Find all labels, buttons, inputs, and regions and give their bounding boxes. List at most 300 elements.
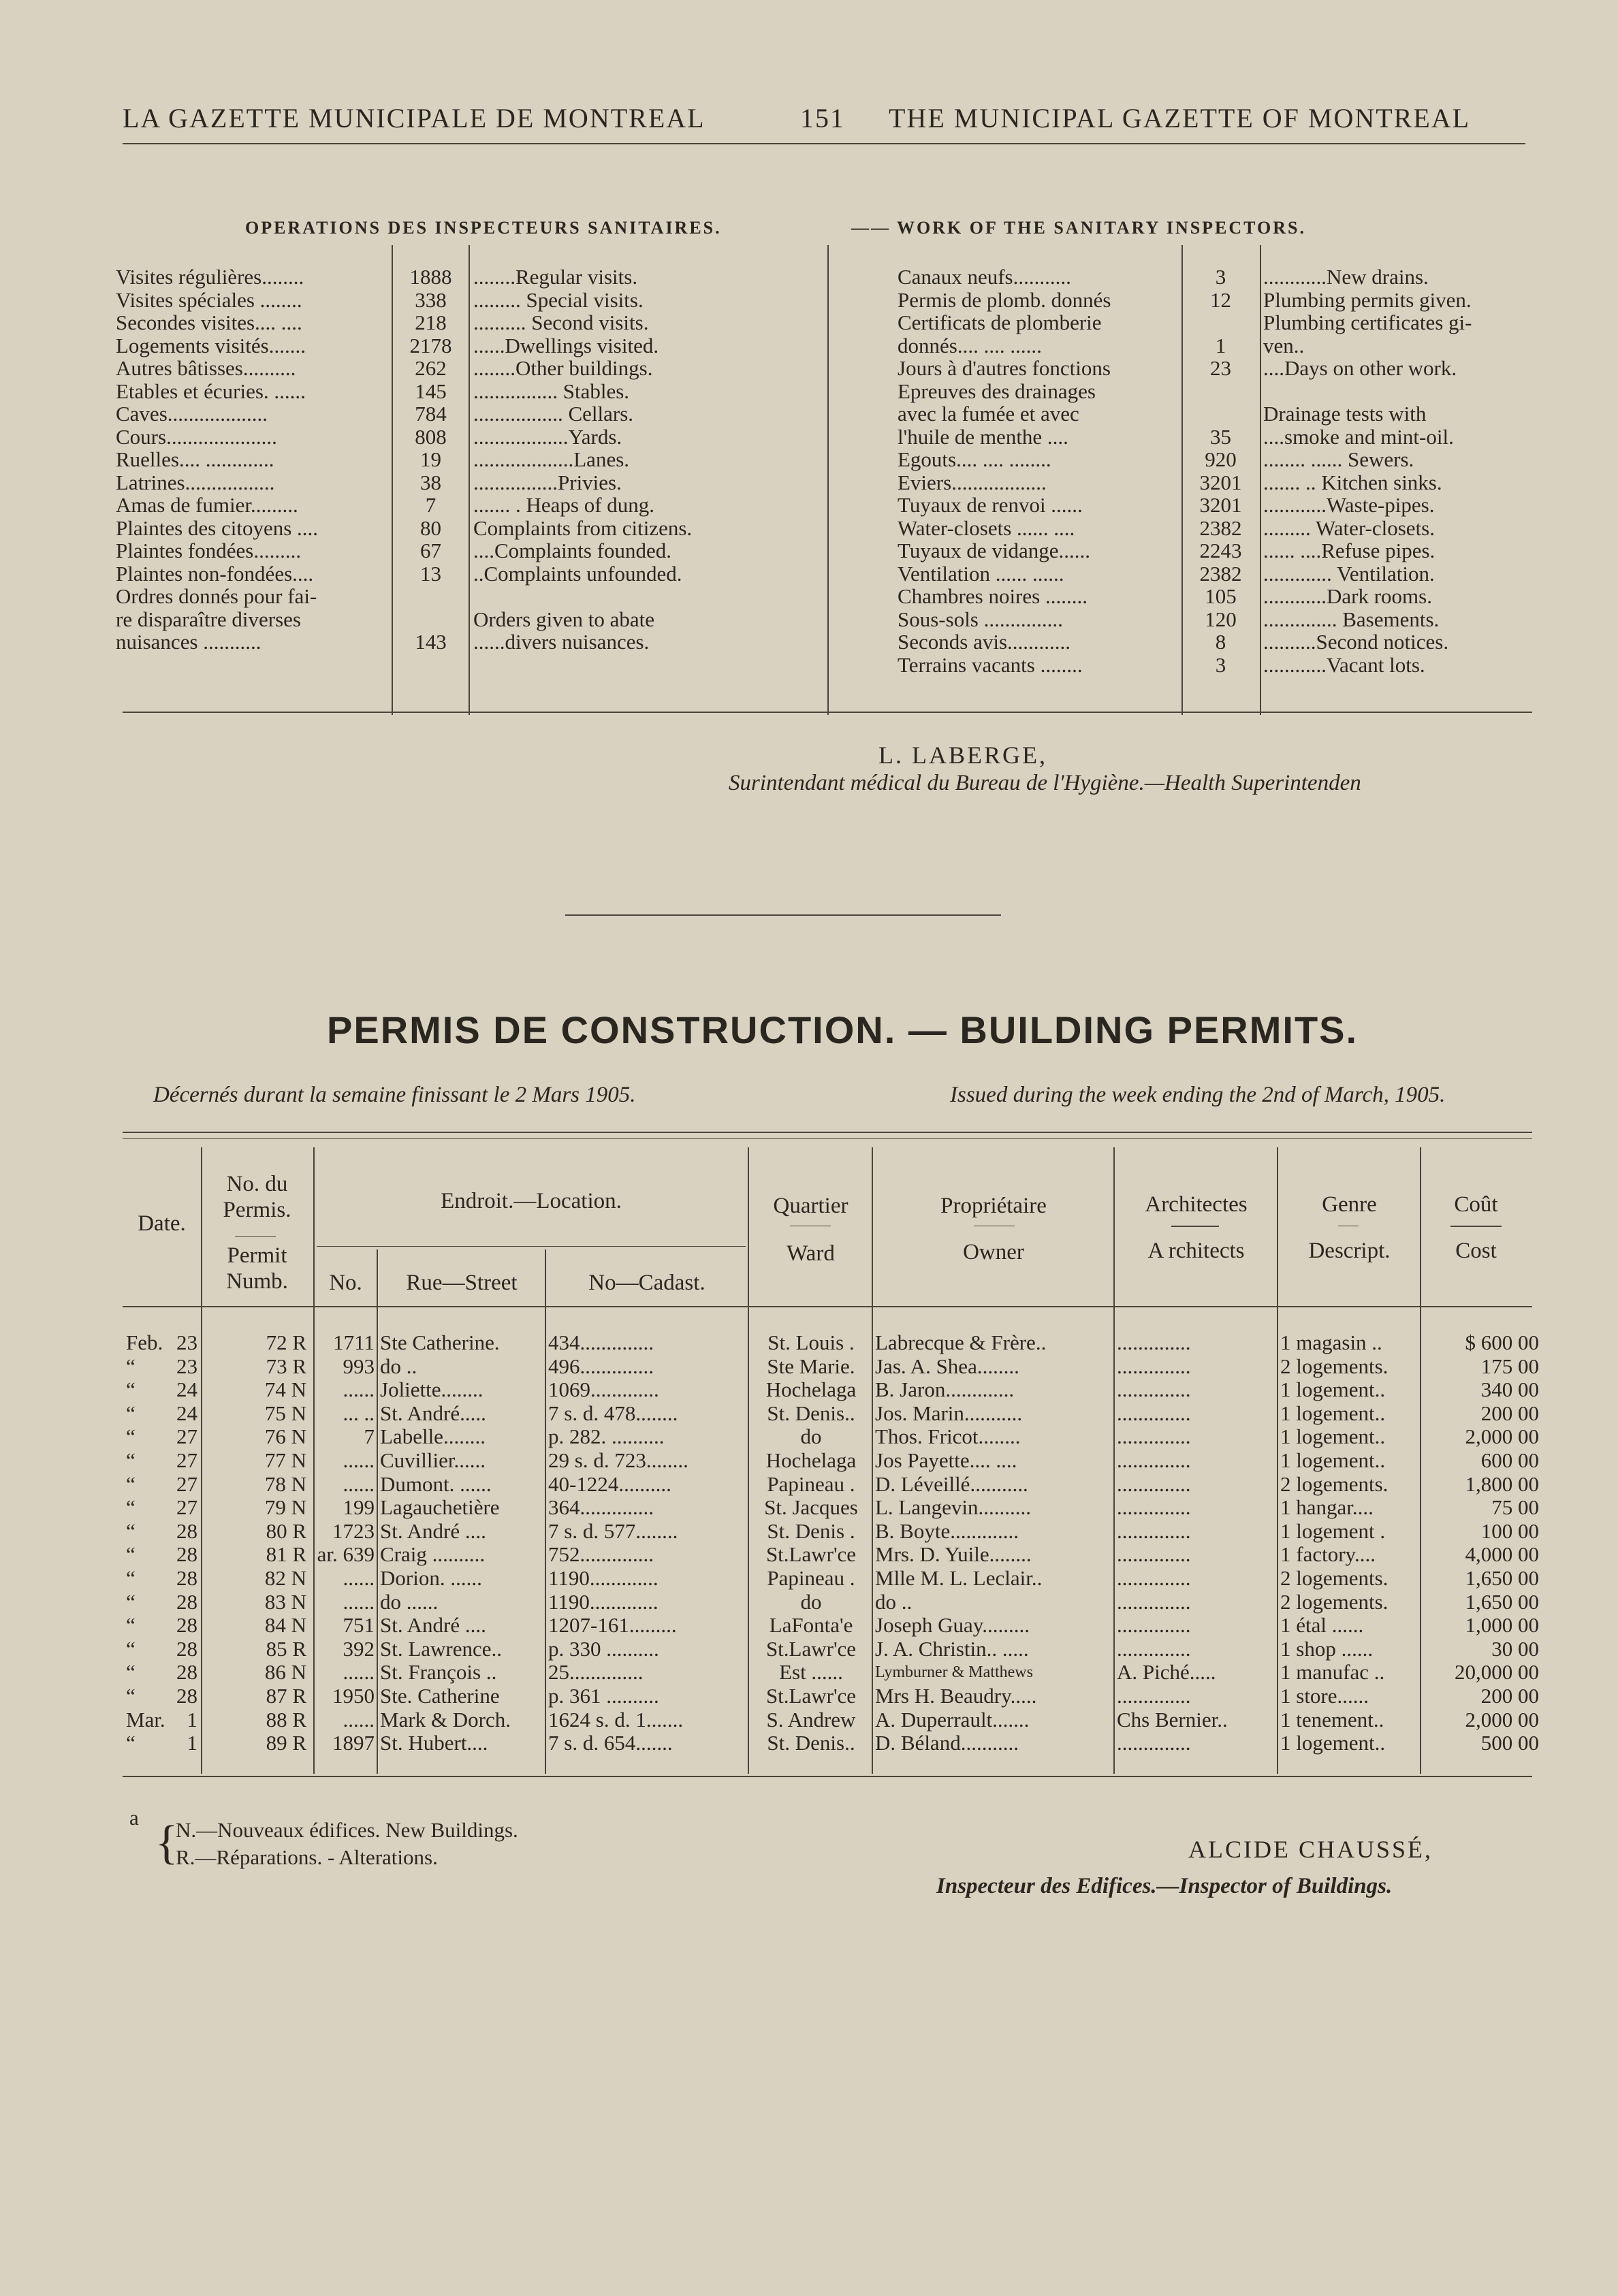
cost: 20,000 00 (1455, 1661, 1539, 1685)
cost: 200 00 (1480, 1401, 1539, 1425)
architect: .............. (1117, 1590, 1191, 1614)
date-month: “ (126, 1496, 136, 1520)
sanitary-right-english (1263, 380, 1536, 403)
owner: B. Jaron............. (875, 1378, 1015, 1402)
street-name: Dorion. ...... (380, 1567, 482, 1590)
table-row (0, 1425, 1618, 1449)
sanitary-right-number: 2382 (1199, 515, 1242, 540)
cadastre: 7 s. d. 654....... (548, 1732, 673, 1755)
signature-title-chausse: Inspecteur des Edifices.—Inspector of Buildings. (936, 1874, 1393, 1898)
sanitary-right-label: Terrains vacants ........ (898, 652, 1083, 677)
table-row (0, 1732, 1618, 1755)
cadastre: p. 282. .......... (548, 1425, 665, 1449)
cadastre: p. 330 .......... (548, 1637, 659, 1661)
architect: .............. (1117, 1354, 1191, 1378)
owner: Thos. Fricot........ (875, 1425, 1021, 1449)
cost: 200 00 (1480, 1685, 1539, 1708)
date-day: 24 (176, 1378, 197, 1402)
street-number: 1950 (332, 1685, 375, 1708)
header-cadast: No—Cadast. (588, 1271, 705, 1295)
header-permit-fr: No. du Permis. (223, 1172, 291, 1222)
sanitary-right-number: 105 (1205, 584, 1237, 608)
permit-number: 80 R (266, 1519, 306, 1543)
owner: Lymburner & Matthews (875, 1663, 1033, 1682)
date-month: “ (126, 1732, 136, 1755)
sanitary-title-fr: OPERATIONS DES INSPECTEURS SANITAIRES. (245, 218, 722, 238)
footnote-new: N.—Nouveaux édifices. New Buildings. (176, 1818, 518, 1842)
sanitary-right-labels (898, 266, 1180, 676)
permit-number: 77 N (264, 1449, 306, 1472)
sanitary-right-label: Tuyaux de renvoi ...... (898, 493, 1083, 517)
cost: 4,000 00 (1465, 1543, 1539, 1567)
sanitary-right-english: ......... Water-closets. (1263, 515, 1435, 540)
sanitary-left-label: Etables et écuries. ...... (116, 379, 306, 403)
sanitary-left-number: 7 (425, 493, 437, 517)
sanitary-right-label: avec la fumée et avec (898, 402, 1079, 426)
cost: 1,650 00 (1465, 1590, 1539, 1614)
footnote-brace: { (155, 1817, 178, 1869)
owner: D. Léveillé........... (875, 1472, 1028, 1496)
ward: St.Lawr'ce (765, 1637, 857, 1661)
header-dash (1171, 1226, 1219, 1227)
sanitary-right-number: 8 (1215, 630, 1226, 654)
ward: do (800, 1425, 822, 1449)
cost: 2,000 00 (1465, 1425, 1539, 1449)
header-genre-fr: Genre (1322, 1192, 1377, 1217)
sanitary-left-label: Autres bâtisses.......... (116, 356, 296, 380)
sanitary-right-english: ............Dark rooms. (1263, 584, 1432, 608)
page-number: 151 (800, 103, 845, 133)
header-cost-en: Cost (1455, 1239, 1497, 1263)
sanitary-left-english: .......... Second visits. (473, 310, 649, 334)
street-name: do .. (380, 1354, 417, 1378)
cadastre: 40-1224.......... (548, 1472, 671, 1496)
sanitary-left-english: ......divers nuisances. (473, 630, 650, 654)
description: 1 étal ...... (1280, 1614, 1364, 1638)
cadastre: 752.............. (548, 1543, 654, 1567)
ward: St.Lawr'ce (765, 1685, 857, 1708)
permit-number: 73 R (266, 1354, 306, 1378)
divider (1260, 245, 1261, 715)
sanitary-left-label: Plaintes fondées......... (116, 539, 302, 562)
sanitary-right-label: Canaux neufs........... (898, 265, 1071, 289)
header-owner-en: Owner (963, 1240, 1024, 1264)
permit-number: 84 N (264, 1614, 306, 1638)
street-name: St. Lawrence.. (380, 1637, 503, 1661)
sanitary-left-label: Ruelles.... ............. (116, 447, 274, 471)
date-day: 28 (176, 1590, 197, 1614)
sanitary-right-label: Jours à d'autres fonctions (898, 356, 1111, 380)
street-name: Ste Catherine. (380, 1331, 500, 1354)
permit-number: 82 N (264, 1567, 306, 1590)
architect: .............. (1117, 1519, 1191, 1543)
date-month: “ (126, 1378, 136, 1402)
table-row (0, 1402, 1618, 1426)
cost: 1,800 00 (1465, 1472, 1539, 1496)
ward: do (800, 1590, 822, 1614)
street-number: ...... (343, 1449, 375, 1472)
date-month: “ (126, 1543, 136, 1567)
date-month: “ (126, 1614, 136, 1638)
street-name: Mark & Dorch. (380, 1708, 511, 1732)
architect: .............. (1117, 1472, 1191, 1496)
description: 2 logements. (1280, 1472, 1389, 1496)
footnote-repair: R.—Réparations. - Alterations. (176, 1845, 438, 1869)
sanitary-left-label: Secondes visites.... .... (116, 310, 302, 334)
owner: Jos Payette.... .... (875, 1449, 1017, 1472)
sanitary-right-english: Drainage tests with (1263, 402, 1427, 426)
date-day: 27 (176, 1472, 197, 1496)
sanitary-right-number (1185, 311, 1256, 334)
date-month: “ (126, 1637, 136, 1661)
description: 1 factory.... (1280, 1543, 1376, 1567)
ward: St. Louis . (767, 1331, 855, 1354)
table-row (0, 1496, 1618, 1520)
permit-number: 83 N (264, 1590, 306, 1614)
date-month: “ (126, 1661, 136, 1685)
sanitary-left-english: ......... Special visits. (473, 287, 644, 312)
date-month: “ (126, 1567, 136, 1590)
street-name: Labelle........ (380, 1425, 486, 1449)
sanitary-left-english: ................Privies. (473, 470, 622, 494)
owner: Joseph Guay......... (875, 1614, 1030, 1638)
ward: Hochelaga (765, 1378, 857, 1402)
description: 2 logements. (1280, 1590, 1389, 1614)
permit-number: 74 N (264, 1378, 306, 1402)
architect: .............. (1117, 1614, 1191, 1638)
date-day: 28 (176, 1614, 197, 1638)
sanitary-left-number: 784 (415, 402, 447, 426)
description: 1 store...... (1280, 1685, 1369, 1708)
cost: 600 00 (1480, 1449, 1539, 1472)
date-month: “ (126, 1401, 136, 1425)
table-row (0, 1638, 1618, 1661)
owner: Mlle M. L. Leclair.. (875, 1567, 1043, 1590)
permit-number: 86 N (264, 1661, 306, 1685)
header-left: LA GAZETTE MUNICIPALE DE MONTREAL (123, 103, 705, 133)
description: 1 logement . (1280, 1519, 1386, 1543)
sanitary-left-english (473, 585, 824, 608)
architect: Chs Bernier.. (1117, 1708, 1228, 1732)
header-location: Endroit.—Location. (441, 1189, 622, 1213)
architect: .............. (1117, 1637, 1191, 1661)
sanitary-right-number: 12 (1210, 287, 1231, 312)
street-name: do ...... (380, 1590, 439, 1614)
sanitary-left-number: 13 (420, 561, 441, 586)
table-row (0, 1355, 1618, 1379)
description: 1 magasin .. (1280, 1331, 1382, 1354)
sanitary-right-label: Epreuves des drainages (898, 379, 1096, 403)
divider (469, 245, 470, 715)
header-ward-en: Ward (787, 1241, 835, 1266)
date-month: Feb. (126, 1331, 163, 1354)
sanitary-right-number: 3201 (1199, 493, 1242, 517)
owner: Mrs H. Beaudry..... (875, 1685, 1037, 1708)
date-day: 28 (176, 1661, 197, 1685)
header-cost-fr: Coût (1454, 1192, 1498, 1217)
sanitary-right-number: 920 (1205, 447, 1237, 471)
date-day: 1 (187, 1732, 197, 1755)
street-number: ...... (343, 1661, 375, 1685)
permit-number: 85 R (266, 1637, 306, 1661)
sanitary-right-english: .............. Basements. (1263, 607, 1440, 631)
owner: D. Béland........... (875, 1732, 1019, 1755)
date-day: 28 (176, 1543, 197, 1567)
ward: St. Denis . (767, 1519, 855, 1543)
owner: J. A. Christin.. ..... (875, 1637, 1029, 1661)
street-name: St. François .. (380, 1661, 497, 1685)
sanitary-left-number (395, 608, 466, 631)
architect: .............. (1117, 1732, 1191, 1755)
header-dash (1450, 1226, 1502, 1227)
sanitary-right-number: 2382 (1199, 561, 1242, 586)
sanitary-right-number: 3 (1215, 265, 1226, 289)
header-date: Date. (138, 1211, 186, 1236)
issued-fr: Décernés durant la semaine finissant le 2 Mars 1905. (153, 1083, 636, 1107)
sanitary-left-number: 1888 (409, 265, 452, 289)
date-day: 27 (176, 1425, 197, 1449)
description: 1 tenement.. (1280, 1708, 1384, 1732)
sanitary-right-number (1185, 380, 1256, 403)
header-right: THE MUNICIPAL GAZETTE OF MONTREAL (889, 103, 1471, 133)
date-day: 28 (176, 1637, 197, 1661)
description: 2 logements. (1280, 1567, 1389, 1590)
footnote-marker: a (129, 1806, 139, 1830)
date-day: 27 (176, 1449, 197, 1472)
permit-number: 75 N (264, 1401, 306, 1425)
table-row (0, 1567, 1618, 1591)
sanitary-right-label: Ventilation ...... ...... (898, 561, 1064, 586)
sanitary-left-number: 218 (415, 310, 447, 334)
sanitary-left-label: Visites régulières........ (116, 265, 304, 289)
permits-bottom-rule (123, 1776, 1532, 1777)
sanitary-left-english: ....... . Heaps of dung. (473, 493, 655, 517)
sanitary-left-label: Amas de fumier......... (116, 493, 298, 517)
sanitary-right-number: 35 (1210, 424, 1231, 449)
architect: A. Piché..... (1117, 1661, 1216, 1685)
date-month: “ (126, 1472, 136, 1496)
description: 1 manufac .. (1280, 1661, 1385, 1685)
divider (392, 245, 393, 715)
header-dash (235, 1236, 276, 1237)
street-number: 1897 (332, 1732, 375, 1755)
sanitary-right-english: ...... ....Refuse pipes. (1263, 539, 1435, 562)
sanitary-right-english: ............Waste-pipes. (1263, 493, 1435, 517)
owner: L. Langevin.......... (875, 1496, 1032, 1520)
description: 1 logement.. (1280, 1425, 1386, 1449)
ward: Papineau . (767, 1472, 855, 1496)
section-separator (565, 914, 1001, 916)
date-month: “ (126, 1449, 136, 1472)
sanitary-right-label: Permis de plomb. donnés (898, 287, 1111, 312)
table-row (0, 1661, 1618, 1685)
location-subrule (317, 1246, 746, 1247)
architect: .............. (1117, 1331, 1191, 1354)
street-name: St. André .... (380, 1614, 486, 1638)
cost: 1,000 00 (1465, 1614, 1539, 1638)
sanitary-right-english: Plumbing permits given. (1263, 287, 1472, 312)
sanitary-left-number: 808 (415, 424, 447, 449)
sanitary-left-english: ......Dwellings visited. (473, 333, 659, 357)
sanitary-left-label: Logements visités....... (116, 333, 306, 357)
sanitary-right-label: Egouts.... .... ........ (898, 447, 1051, 471)
ward: Est ...... (779, 1661, 843, 1685)
permits-top-rule (123, 1132, 1532, 1133)
street-number: 1723 (332, 1519, 375, 1543)
date-day: 23 (176, 1331, 197, 1354)
street-number: ...... (343, 1567, 375, 1590)
sanitary-left-label: Plaintes non-fondées.... (116, 561, 314, 586)
date-day: 27 (176, 1496, 197, 1520)
street-number: ...... (343, 1590, 375, 1614)
sanitary-right-number: 23 (1210, 356, 1231, 380)
sanitary-left-english: ....Complaints founded. (473, 539, 672, 562)
architect: .............. (1117, 1543, 1191, 1567)
sanitary-left-english: Complaints from citizens. (473, 515, 693, 540)
date-day: 23 (176, 1354, 197, 1378)
cadastre: 496.............. (548, 1354, 654, 1378)
ward: St.Lawr'ce (765, 1543, 857, 1567)
table-row (0, 1708, 1618, 1732)
street-name: Cuvillier...... (380, 1449, 486, 1472)
sanitary-left-number: 67 (420, 539, 441, 562)
permit-number: 81 R (266, 1543, 306, 1567)
sanitary-left-label: Ordres donnés pour fai- (116, 584, 317, 608)
description: 1 logement.. (1280, 1449, 1386, 1472)
description: 1 logement.. (1280, 1732, 1386, 1755)
street-name: St. André..... (380, 1401, 486, 1425)
sanitary-right-number (1185, 402, 1256, 426)
street-number: 392 (343, 1637, 375, 1661)
street-number: ...... (343, 1378, 375, 1402)
table-row (0, 1331, 1618, 1355)
sanitary-left-labels (116, 266, 388, 654)
street-name: Dumont. ...... (380, 1472, 492, 1496)
sanitary-left-english: ................ Stables. (473, 379, 630, 403)
cadastre: 1624 s. d. 1....... (548, 1708, 684, 1732)
sanitary-right-label: Certificats de plomberie (898, 310, 1102, 334)
sanitary-left-number: 262 (415, 356, 447, 380)
cost: 100 00 (1480, 1519, 1539, 1543)
sanitary-left-label: Plaintes des citoyens .... (116, 515, 319, 540)
sanitary-right-number: 2243 (1199, 539, 1242, 562)
date-day: 28 (176, 1685, 197, 1708)
sanitary-right-label: Sous-sols ............... (898, 607, 1063, 631)
sanitary-right-label: donnés.... .... ...... (898, 333, 1042, 357)
cost: 75 00 (1491, 1496, 1539, 1520)
signature-title-laberge: Surintendant médical du Bureau de l'Hygiène.—Health Superintenden (729, 771, 1361, 795)
cadastre: 1069............. (548, 1378, 659, 1402)
permits-top-rule-2 (123, 1138, 1532, 1139)
sanitary-right-english: ........ ...... Sewers. (1263, 447, 1414, 471)
owner: do .. (875, 1590, 913, 1614)
cadastre: 364.............. (548, 1496, 654, 1520)
header-genre-en: Descript. (1308, 1239, 1391, 1263)
signature-name-chausse: ALCIDE CHAUSSÉ, (1188, 1836, 1433, 1863)
street-number: 7 (364, 1425, 375, 1449)
sanitary-right-number: 120 (1205, 607, 1237, 631)
ward: LaFonta'e (769, 1614, 853, 1638)
issued-en: Issued during the week ending the 2nd of March, 1905. (950, 1083, 1446, 1107)
sanitary-right-label: Seconds avis............ (898, 630, 1071, 654)
sanitary-right-label: Water-closets ...... .... (898, 515, 1075, 540)
street-name: Ste. Catherine (380, 1685, 500, 1708)
sanitary-right-label: Tuyaux de vidange...... (898, 539, 1090, 562)
sanitary-left-label: Caves................... (116, 402, 268, 426)
sanitary-left-label: Cours..................... (116, 424, 277, 449)
street-name: Joliette........ (380, 1378, 483, 1402)
date-month: “ (126, 1519, 136, 1543)
date-month: “ (126, 1425, 136, 1449)
header-owner-fr: Propriétaire (940, 1194, 1047, 1218)
cadastre: p. 361 .......... (548, 1685, 659, 1708)
ward: Ste Marie. (767, 1354, 855, 1378)
owner: Mrs. D. Yuile........ (875, 1543, 1032, 1567)
table-row (0, 1543, 1618, 1567)
sanitary-left-number: 145 (415, 379, 447, 403)
ward: St. Jacques (764, 1496, 858, 1520)
header-rule (123, 143, 1525, 144)
sanitary-right-label: Eviers.................. (898, 470, 1047, 494)
date-month: “ (126, 1685, 136, 1708)
table-row (0, 1614, 1618, 1638)
cadastre: 7 s. d. 577........ (548, 1519, 678, 1543)
street-number: 199 (343, 1496, 375, 1520)
description: 1 hangar.... (1280, 1496, 1374, 1520)
architect: .............. (1117, 1425, 1191, 1449)
table-row (0, 1591, 1618, 1614)
cadastre: 1190............. (548, 1590, 659, 1614)
sanitary-left-number: 80 (420, 515, 441, 540)
street-name: St. Hubert.... (380, 1732, 488, 1755)
permit-number: 79 N (264, 1496, 306, 1520)
description: 2 logements. (1280, 1354, 1389, 1378)
divider (1181, 245, 1183, 715)
permit-number: 89 R (266, 1732, 306, 1755)
sanitary-right-english: Plumbing certificates gi- (1263, 310, 1472, 334)
description: 1 shop ...... (1280, 1637, 1374, 1661)
date-day: 28 (176, 1567, 197, 1590)
sanitary-right-english: ..........Second notices. (1263, 630, 1449, 654)
sanitary-left-number: 338 (415, 287, 447, 312)
date-month: Mar. (126, 1708, 165, 1732)
street-name: St. André .... (380, 1519, 486, 1543)
header-ward-fr: Quartier (773, 1194, 848, 1218)
owner: A. Duperrault....... (875, 1708, 1030, 1732)
architect: .............. (1117, 1401, 1191, 1425)
header-arch-en: A rchitects (1147, 1239, 1245, 1263)
sanitary-left-label: Visites spéciales ........ (116, 287, 302, 312)
table-row (0, 1449, 1618, 1473)
owner: Labrecque & Frère.. (875, 1331, 1047, 1354)
ward: S. Andrew (766, 1708, 856, 1732)
sanitary-right-number: 3201 (1199, 470, 1242, 494)
sanitary-right-english: ............. Ventilation. (1263, 561, 1435, 586)
street-name: Craig .......... (380, 1543, 486, 1567)
permits-header-rule (123, 1306, 1532, 1307)
table-row (0, 1520, 1618, 1544)
sanitary-right-english: ven.. (1263, 333, 1305, 357)
street-number: ...... (343, 1708, 375, 1732)
street-number: 751 (343, 1614, 375, 1638)
table-row (0, 1473, 1618, 1497)
sanitary-left-english: ..Complaints unfounded. (473, 561, 682, 586)
street-name: Lagauchetière (380, 1496, 500, 1520)
sanitary-left-english: ........Regular visits. (473, 265, 638, 289)
sanitary-left-number: 19 (420, 447, 441, 471)
cadastre: 1207-161......... (548, 1614, 677, 1638)
table-row (0, 1685, 1618, 1708)
